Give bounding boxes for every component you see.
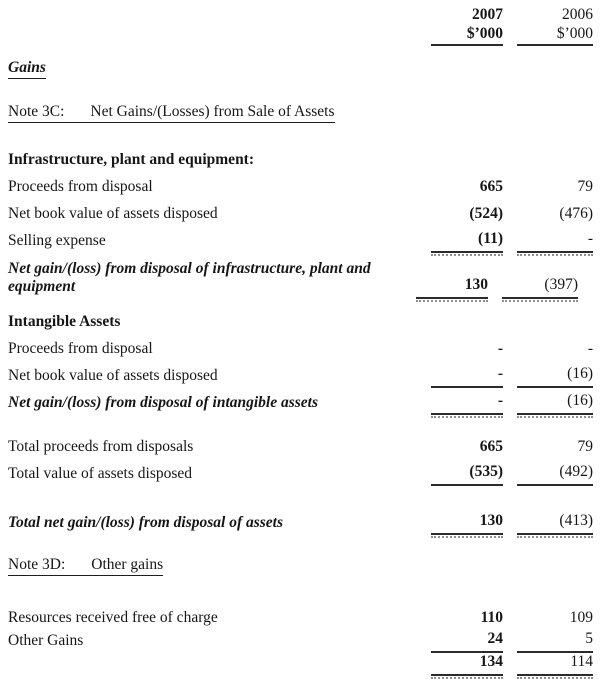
value-2006: 5 [517, 630, 593, 653]
row-label: Resources received free of charge [8, 609, 218, 626]
table-row [8, 432, 593, 459]
value-2007: 130 [431, 512, 503, 535]
section-heading-intangible: Intangible Assets [8, 313, 121, 330]
value-2007: - [431, 365, 503, 388]
value-2007: (535) [431, 463, 503, 486]
gains-heading: Gains [8, 59, 46, 79]
value-2006: 109 [569, 609, 593, 626]
section-heading-infrastructure: Infrastructure, plant and equipment: [8, 151, 255, 168]
col-header-2006-year: 2006 [562, 6, 593, 23]
table-row [8, 199, 593, 226]
note-3c-title-row [8, 103, 593, 123]
value-2006: 79 [577, 178, 593, 195]
row-label: Total proceeds from disposals [8, 438, 194, 455]
grand-total-row [8, 508, 593, 535]
row-label: Total value of assets disposed [8, 465, 193, 482]
subtotal-row [8, 260, 593, 299]
subtotal-row [8, 388, 593, 415]
column-unit-header-row [8, 25, 593, 46]
value-2007: 24 [431, 630, 503, 653]
col-header-2007-unit: $’000 [431, 25, 503, 46]
col-header-2007-year: 2007 [472, 6, 503, 23]
table-row [8, 334, 593, 361]
value-2007: - [431, 392, 503, 415]
column-year-header-row [8, 6, 593, 25]
row-label: Net gain/(loss) from disposal of intangible assets [8, 394, 319, 411]
value-2006: (16) [517, 392, 593, 415]
row-label: Net book value of assets disposed [8, 205, 218, 222]
col-header-2006-unit: $’000 [517, 25, 593, 46]
value-2007: 665 [479, 178, 503, 195]
note-3d-title: Other gains [91, 556, 164, 573]
table-row [8, 459, 593, 486]
value-2006: 79 [577, 438, 593, 455]
value-2006: (397) [502, 276, 578, 299]
value-2007: 134 [431, 653, 503, 676]
row-label: Total net gain/(loss) from disposal of assets [8, 514, 284, 531]
value-2007: (11) [431, 230, 503, 253]
table-row [8, 226, 593, 253]
note-3c-title: Net Gains/(Losses) from Sale of Assets [90, 103, 335, 120]
value-2007: 130 [416, 276, 488, 299]
note-3c-heading [8, 103, 335, 123]
row-label: Net gain/(loss) from disposal of infrastructure, plant and equipment [8, 260, 371, 295]
table-row [8, 145, 593, 172]
spacer [8, 22, 431, 25]
note-3d-label: Note 3D: [8, 556, 66, 573]
table-row [8, 630, 593, 653]
value-2006: 114 [517, 653, 593, 676]
value-2007: 665 [479, 438, 503, 455]
value-2007: (524) [469, 205, 503, 222]
value-2006: (413) [517, 512, 593, 535]
value-2006: (476) [559, 205, 593, 222]
value-2006: (16) [517, 365, 593, 388]
table-row [8, 307, 593, 334]
total-row [8, 653, 593, 676]
value-2007: - [497, 340, 503, 357]
row-label: Selling expense [8, 232, 106, 249]
note-3d-title-row [8, 556, 593, 576]
gains-section [8, 59, 593, 79]
row-label: Other Gains [8, 632, 84, 649]
value-2006: - [587, 340, 593, 357]
row-label: Proceeds from disposal [8, 340, 153, 357]
row-label: Net book value of assets disposed [8, 367, 218, 384]
table-row [8, 603, 593, 630]
value-2007: 110 [480, 609, 503, 626]
value-2006: (492) [517, 463, 593, 486]
spacer [8, 43, 431, 46]
table-row [8, 361, 593, 388]
note-3d-heading [8, 556, 163, 576]
note-3c-label: Note 3C: [8, 103, 65, 120]
row-label: Proceeds from disposal [8, 178, 153, 195]
row-label [8, 673, 431, 676]
table-row [8, 172, 593, 199]
value-2006: - [517, 230, 593, 253]
